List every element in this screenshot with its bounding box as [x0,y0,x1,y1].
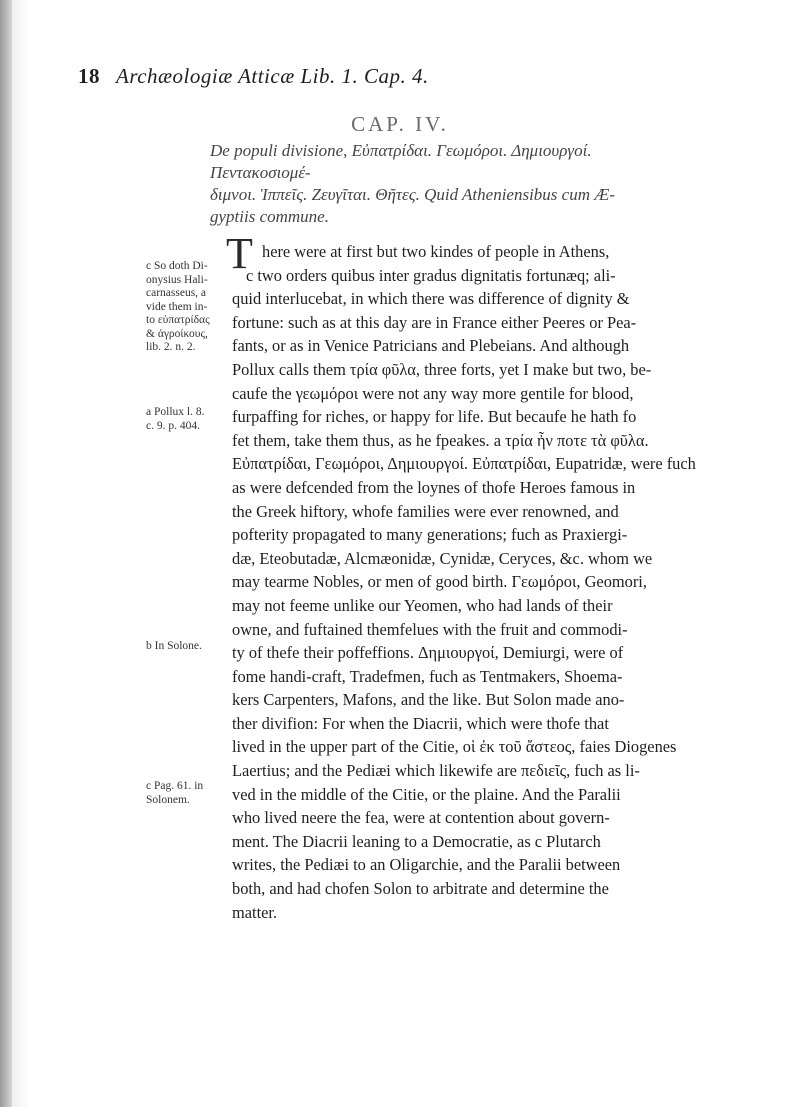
binding-shadow [0,0,12,1107]
text-line: furpaffing for riches, or happy for life. But becaufe he hath fo [232,407,637,427]
argument-line: gyptiis commune. [210,207,329,226]
text-line: fants, or as in Venice Patricians and Plebeians. And although [232,336,630,356]
text-line: writes, the Pediæi to an Oligarchie, and the Paralii between [232,855,621,875]
text-line: ther divifion: For when the Diacrii, which were thofe that [232,713,609,733]
chapter-argument [210,140,680,228]
argument-line: διμνοι. Ἱππεῖς. Ζευγῖται. Θῆτες. Quid Atheniensibus cum Æ- [210,185,616,204]
text-line: lived in the upper part of the Citie, οἱ ἐκ τοῦ ἄστεος, faies Diogenes [232,737,677,757]
text-line: Εὐπατρίδαι, Γεωμόροι, Δημιουργοί. Εὐπατρίδαι, Eupatridæ, were fuch [232,454,696,474]
margin-note: a Pollux l. 8. c. 9. p. 404. [146,406,205,432]
text-line: quid interlucebat, in which there was difference of dignity & [232,289,630,309]
text-line: fortune: such as at this day are in France either Peeres or Pea- [232,312,637,332]
text-line: owne, and fuftained themfelues with the fruit and commodi- [232,619,628,639]
text-line: as were defcended from the loynes of thofe Heroes famous in [232,477,636,497]
text-line: may tearme Nobles, or men of good birth. Γεωμόροι, Geomori, [232,572,647,592]
page-number: 18 [78,64,100,88]
text-line: ved in the middle of the Citie, or the plaine. And the Paralii [232,784,621,804]
text-line: caufe the γεωμόροι were not any way more gentile for blood, [232,383,634,403]
text-line: who lived neere the fea, were at contention about govern- [232,808,610,828]
text-line: ty of thefe their poffeffions. Δημιουργοί, Demiurgi, were of [232,643,624,663]
margin-note: c Pag. 61. in Solonem. [146,780,204,806]
argument-line: De populi divisione, Εὐπατρίδαι. Γεωμόροι. Δημιουργοί. Πεντακοσιομέ- [210,141,592,182]
text-line: kers Carpenters, Mafons, and the like. But Solon made ano- [232,690,625,710]
text-line: matter. [232,902,278,922]
running-title: Archæologiæ Atticæ Lib. 1. Cap. 4. [116,64,429,88]
text-line: fome handi-craft, Tradefmen, fuch as Tentmakers, Shoema- [232,666,623,686]
text-line: may not feeme unlike our Yeomen, who had lands of their [232,595,613,615]
text-line: here were at first but two kindes of people in Athens, [262,242,610,261]
drop-cap: T [226,229,253,278]
margin-note: b In Solone. [146,640,202,652]
text-line: pofterity propagated to many generations; fuch as Praxiergi- [232,525,628,545]
text-line: Pollux calls them τρία φῦλα, three forts, yet I make but two, be- [232,359,652,379]
chapter-heading: CAP. IV. [351,112,449,136]
text-line: dæ, Eteobutadæ, Alcmæonidæ, Cynidæ, Ceryces, &c. whom we [232,548,653,568]
text-line: c two orders quibus inter gradus dignitatis fortunæq; ali- [246,265,616,285]
text-line: both, and had chofen Solon to arbitrate and determine the [232,879,609,899]
text-line: fet them, take them thus, as he fpeakes. a τρία ἦν ποτε τὰ φῦλα. [232,430,649,450]
margin-note: c So doth Di- onysius Hali- carnasseus, a vide them in- to εὐπατρίδας & ἀγροίκους, lib. 2. n. 2. [146,260,210,353]
text-line: the Greek hiftory, whofe families were ever renowned, and [232,501,619,521]
running-head [78,64,718,94]
text-line: Laertius; and the Pediæi which likewife are πεδιεῖς, fuch as li- [232,761,640,781]
body-text [226,229,722,924]
text-line: ment. The Diacrii leaning to a Democratie, as c Plutarch [232,831,601,851]
